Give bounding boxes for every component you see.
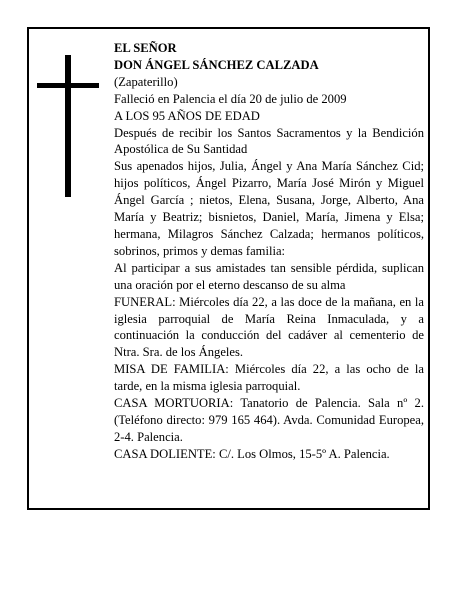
family-mass-text: MISA DE FAMILIA: Miércoles día 22, a las ocho de la tarde, en la misma iglesia parroquial. [114, 362, 424, 394]
notice-content [114, 40, 424, 463]
funeral-text: FUNERAL: Miércoles día 22, a las doce de la mañana, en la iglesia parroquial de María Reina Inmaculada, y a continuación la conducción del cadáver al cementerio de Ntra. Sra. de los Ángeles. [114, 294, 424, 360]
mortuary-text: CASA MORTUORIA: Tanatorio de Palencia. Sala nº 2. (Teléfono directo: 979 165 464). Avda. Comunidad Europea, 2-4. Palencia. [114, 396, 424, 444]
title-line-2: DON ÁNGEL SÁNCHEZ CALZADA [114, 57, 319, 72]
nickname: (Zapaterillo) [114, 74, 178, 89]
cross-icon [65, 55, 71, 197]
mourning-house-text: CASA DOLIENTE: C/. Los Olmos, 15-5º A. Palencia. [114, 446, 390, 461]
death-line: Falleció en Palencia el día 20 de julio de 2009 [114, 91, 347, 106]
cross-icon-bar [37, 83, 99, 88]
title-line-1: EL SEÑOR [114, 41, 177, 55]
family-text: Sus apenados hijos, Julia, Ángel y Ana María Sánchez Cid; hijos políticos, Ángel Pizarro, María José Mirón y Miguel Ángel García ; nietos, Elena, Susana, Jorge, Alberto, Ana María y Beatriz; bisnietos, Daniel, María, Jimena y Elsa; hermana, Milagros Sánchez Calzada; hermanos políticos, sobrinos, primos y demas familia: [114, 159, 424, 258]
age-line: A LOS 95 AÑOS DE EDAD [114, 108, 260, 123]
request-text: Al participar a sus amistades tan sensible pérdida, suplican una oración por el eterno descanso de su alma [114, 260, 424, 292]
sacraments-text: Después de recibir los Santos Sacramentos y la Bendición Apostólica de Su Santidad [114, 125, 424, 157]
